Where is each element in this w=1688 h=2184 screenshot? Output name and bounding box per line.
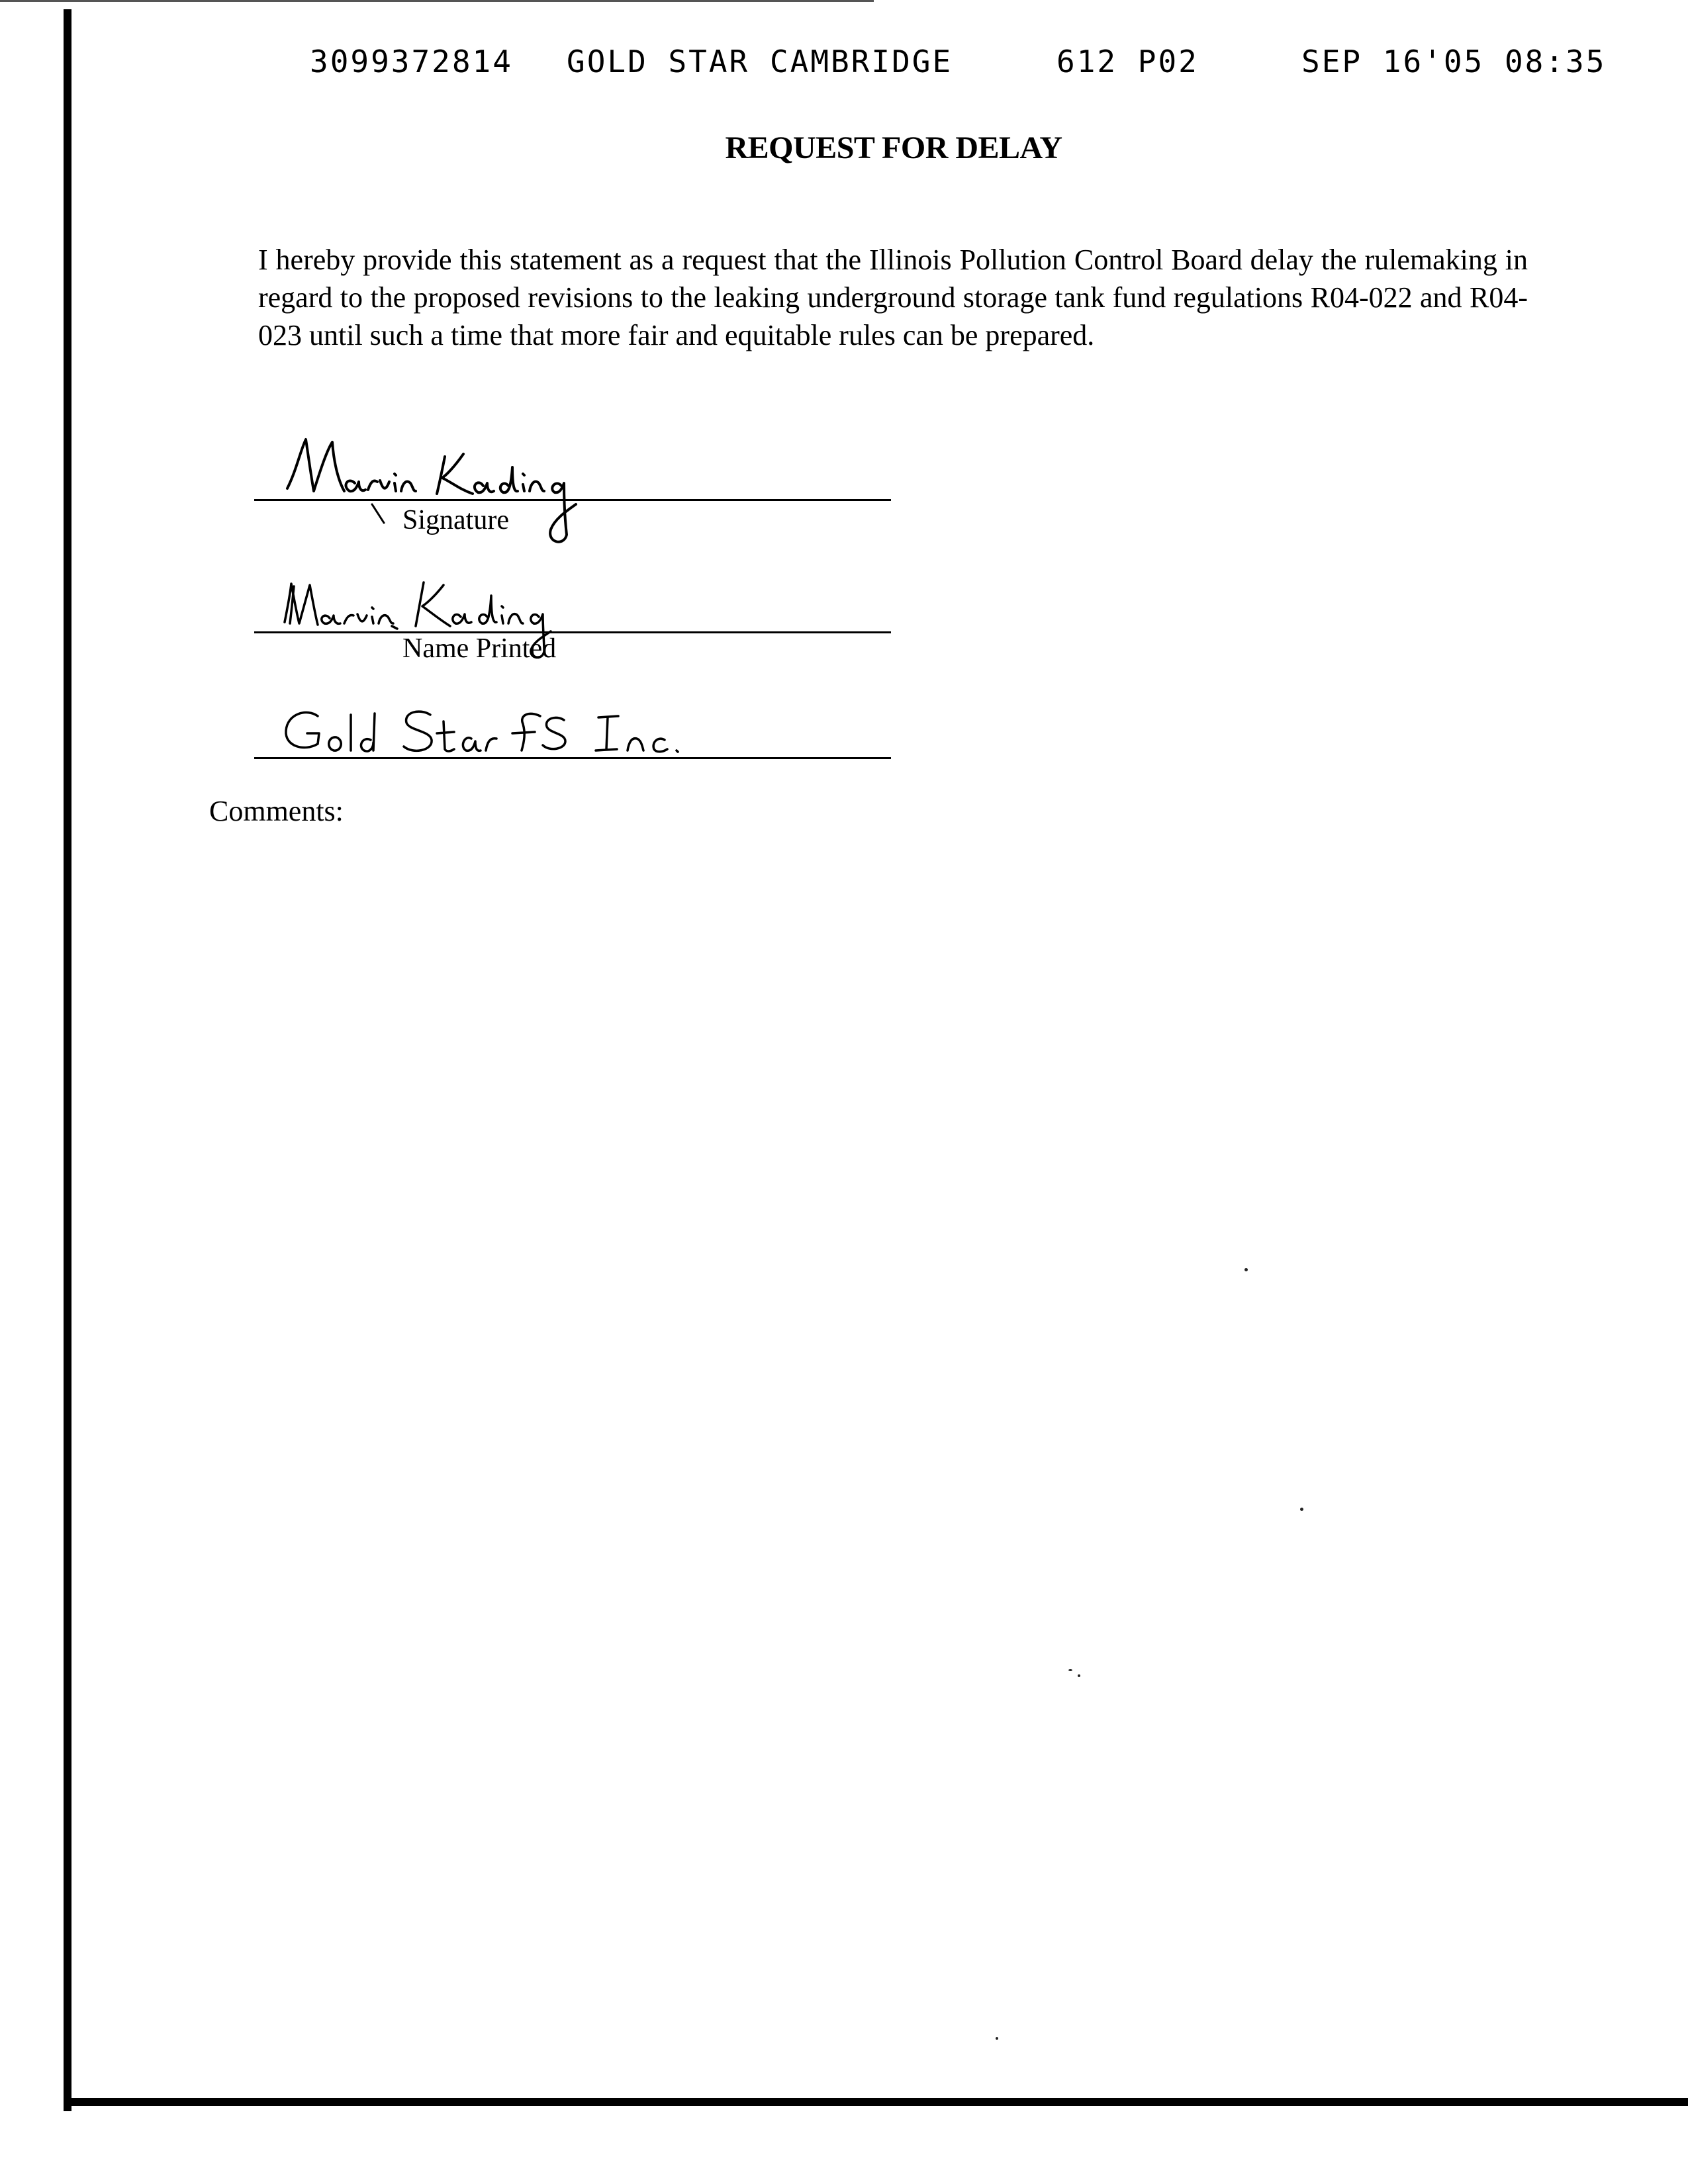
name-printed-caption: Name Printed <box>402 633 557 664</box>
page-border-bottom <box>64 2098 1688 2106</box>
scan-speck <box>996 2037 998 2040</box>
fax-datetime: SEP 16'05 08:35 <box>1301 44 1607 79</box>
signature-line <box>254 499 891 501</box>
fax-sender-name: GOLD STAR CAMBRIDGE <box>567 44 953 79</box>
fax-sender-number: 3099372814 <box>310 44 513 79</box>
company-field <box>254 702 891 768</box>
signature-field <box>254 410 891 549</box>
scan-speck <box>1244 1268 1248 1271</box>
name-printed-line <box>254 631 891 633</box>
scan-speck <box>1078 1674 1080 1677</box>
company-line <box>254 757 891 759</box>
fax-page-count: 612 P02 <box>1056 44 1199 79</box>
signature-caption: Signature <box>402 505 509 535</box>
page-top-edge <box>0 0 874 2</box>
fax-header <box>310 44 1647 83</box>
document-title: REQUEST FOR DELAY <box>725 130 1062 165</box>
page-border-left <box>64 9 71 2111</box>
scan-speck <box>1300 1508 1303 1511</box>
signature-tick-mark <box>371 503 391 529</box>
name-printed-field <box>254 563 891 675</box>
signature-handwriting <box>281 430 757 563</box>
scan-speck <box>1068 1669 1072 1671</box>
request-statement: I hereby provide this statement as a request that the Illinois Pollution Control Board delay the rulemaking in regard to the proposed revisions to the leaking underground storage tank fund regulations R04-022 and R04-023 until such a time that more fair and equitable rules can be prepared. <box>258 244 1528 351</box>
comments-label: Comments: <box>209 795 344 827</box>
